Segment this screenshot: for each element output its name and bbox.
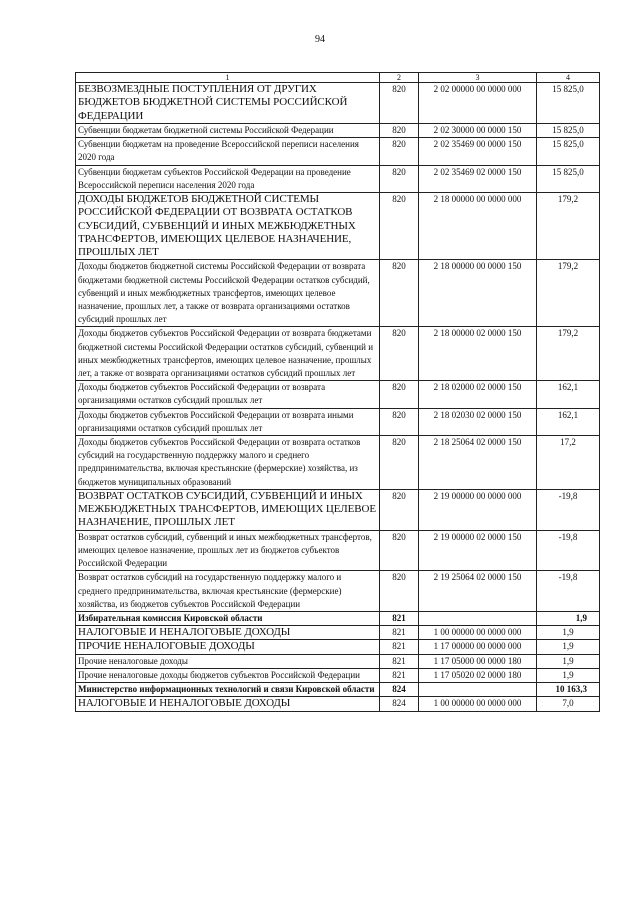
row-description: Субвенции бюджетам субъектов Российской Федерации на проведение Всероссийской переписи населения 2020 года xyxy=(76,165,380,192)
row-amount: -19,8 xyxy=(537,489,600,530)
row-amount: 15 825,0 xyxy=(537,83,600,124)
column-header-1: 1 xyxy=(76,73,380,83)
row-admin-code: 820 xyxy=(380,83,419,124)
row-description: Доходы бюджетов субъектов Российской Федерации от возврата иными организациями остатков субсидий прошлых лет xyxy=(76,408,380,435)
row-admin-code: 821 xyxy=(380,654,419,668)
table-row xyxy=(76,640,600,654)
row-budget-classification-code: 2 02 00000 00 0000 000 xyxy=(419,83,537,124)
row-admin-code: 820 xyxy=(380,192,419,259)
row-admin-code: 820 xyxy=(380,489,419,530)
row-budget-classification-code: 2 18 00000 00 0000 150 xyxy=(419,260,537,327)
row-amount: 179,2 xyxy=(537,327,600,381)
row-amount: 15 825,0 xyxy=(537,123,600,137)
budget-revenue-table xyxy=(75,72,600,712)
row-budget-classification-code: 2 02 30000 00 0000 150 xyxy=(419,123,537,137)
row-admin-code: 821 xyxy=(380,626,419,640)
row-budget-classification-code: 2 18 00000 02 0000 150 xyxy=(419,327,537,381)
row-description: Доходы бюджетов субъектов Российской Федерации от возврата организациями остатков субсидий прошлых лет xyxy=(76,381,380,408)
table-row xyxy=(76,123,600,137)
row-budget-classification-code: 1 00 00000 00 0000 000 xyxy=(419,697,537,711)
row-amount: 1,9 xyxy=(537,640,600,654)
row-description: БЕЗВОЗМЕЗДНЫЕ ПОСТУПЛЕНИЯ ОТ ДРУГИХ БЮДЖЕТОВ БЮДЖЕТНОЙ СИСТЕМЫ РОССИЙСКОЙ ФЕДЕРАЦИИ xyxy=(76,83,380,124)
row-amount: 1,9 xyxy=(537,611,600,625)
row-budget-classification-code xyxy=(419,683,537,697)
row-budget-classification-code: 2 18 25064 02 0000 150 xyxy=(419,436,537,490)
table-row xyxy=(76,654,600,668)
table-row xyxy=(76,260,600,327)
table-row xyxy=(76,192,600,259)
row-description: Прочие неналоговые доходы бюджетов субъектов Российской Федерации xyxy=(76,668,380,682)
table-row xyxy=(76,697,600,711)
row-budget-classification-code: 1 17 05000 00 0000 180 xyxy=(419,654,537,668)
row-admin-code: 820 xyxy=(380,260,419,327)
row-amount: 1,9 xyxy=(537,668,600,682)
page-number: 94 xyxy=(315,34,325,45)
row-description: ПРОЧИЕ НЕНАЛОГОВЫЕ ДОХОДЫ xyxy=(76,640,380,654)
row-amount: 179,2 xyxy=(537,260,600,327)
row-amount: -19,8 xyxy=(537,530,600,571)
row-description: Доходы бюджетов субъектов Российской Федерации от возврата бюджетами бюджетной системы Российской Федерации остатков субсидий, субвенций и иных межбюджетных трансфертов, имеющих целевое назначение, прошлых лет, а также от возврата организациями остатков субсидий прошлых лет xyxy=(76,327,380,381)
row-budget-classification-code: 2 02 35469 02 0000 150 xyxy=(419,165,537,192)
row-budget-classification-code: 1 00 00000 00 0000 000 xyxy=(419,626,537,640)
row-budget-classification-code: 2 19 00000 02 0000 150 xyxy=(419,530,537,571)
row-description: Доходы бюджетов субъектов Российской Федерации от возврата остатков субсидий на государственную поддержку малого и среднего предпринимательства, включая крестьянские (фермерские) хозяйства, из бюджетов муниципальных образований xyxy=(76,436,380,490)
row-amount: 10 163,3 xyxy=(537,683,600,697)
table-row xyxy=(76,571,600,612)
row-description: НАЛОГОВЫЕ И НЕНАЛОГОВЫЕ ДОХОДЫ xyxy=(76,697,380,711)
row-admin-code: 821 xyxy=(380,611,419,625)
row-description: Возврат остатков субсидий на государственную поддержку малого и среднего предпринимательства, включая крестьянские (фермерские) хозяйства, из бюджетов субъектов Российской Федерации xyxy=(76,571,380,612)
row-budget-classification-code: 2 02 35469 00 0000 150 xyxy=(419,138,537,165)
row-admin-code: 820 xyxy=(380,123,419,137)
column-header-4: 4 xyxy=(537,73,600,83)
row-description: Прочие неналоговые доходы xyxy=(76,654,380,668)
row-description: ДОХОДЫ БЮДЖЕТОВ БЮДЖЕТНОЙ СИСТЕМЫ РОССИЙСКОЙ ФЕДЕРАЦИИ ОТ ВОЗВРАТА ОСТАТКОВ СУБСИДИЙ, СУБВЕНЦИЙ И ИНЫХ МЕЖБЮДЖЕТНЫХ ТРАНСФЕРТОВ, ИМЕЮЩИХ ЦЕЛЕВОЕ НАЗНАЧЕНИЕ, ПРОШЛЫХ ЛЕТ xyxy=(76,192,380,259)
table-row xyxy=(76,83,600,124)
table-row xyxy=(76,611,600,625)
table-row xyxy=(76,138,600,165)
column-header-2: 2 xyxy=(380,73,419,83)
row-budget-classification-code: 2 18 00000 00 0000 000 xyxy=(419,192,537,259)
row-admin-code: 820 xyxy=(380,530,419,571)
row-admin-code: 821 xyxy=(380,668,419,682)
row-budget-classification-code xyxy=(419,611,537,625)
row-amount: -19,8 xyxy=(537,571,600,612)
row-admin-code: 820 xyxy=(380,408,419,435)
table-row xyxy=(76,436,600,490)
table-row xyxy=(76,327,600,381)
row-admin-code: 824 xyxy=(380,683,419,697)
row-budget-classification-code: 2 19 25064 02 0000 150 xyxy=(419,571,537,612)
table-row xyxy=(76,489,600,530)
row-admin-code: 821 xyxy=(380,640,419,654)
row-budget-classification-code: 2 19 00000 00 0000 000 xyxy=(419,489,537,530)
row-amount: 17,2 xyxy=(537,436,600,490)
row-budget-classification-code: 2 18 02000 02 0000 150 xyxy=(419,381,537,408)
row-description: НАЛОГОВЫЕ И НЕНАЛОГОВЫЕ ДОХОДЫ xyxy=(76,626,380,640)
row-admin-code: 824 xyxy=(380,697,419,711)
table-header-row xyxy=(76,73,600,83)
row-description: Субвенции бюджетам бюджетной системы Российской Федерации xyxy=(76,123,380,137)
row-amount: 162,1 xyxy=(537,408,600,435)
row-admin-code: 820 xyxy=(380,138,419,165)
table-row xyxy=(76,626,600,640)
row-budget-classification-code: 1 17 00000 00 0000 000 xyxy=(419,640,537,654)
column-header-3: 3 xyxy=(419,73,537,83)
row-admin-code: 820 xyxy=(380,571,419,612)
row-admin-code: 820 xyxy=(380,436,419,490)
row-amount: 1,9 xyxy=(537,626,600,640)
row-admin-code: 820 xyxy=(380,327,419,381)
row-description: Возврат остатков субсидий, субвенций и иных межбюджетных трансфертов, имеющих целевое назначение, прошлых лет из бюджетов субъектов Российской Федерации xyxy=(76,530,380,571)
table-row xyxy=(76,381,600,408)
row-description: Доходы бюджетов бюджетной системы Российской Федерации от возврата бюджетами бюджетной системы Российской Федерации остатков субсидий, субвенций и иных межбюджетных трансфертов, имеющих целевое назначение, прошлых лет, а также от возврата организациями остатков субсидий прошлых лет xyxy=(76,260,380,327)
row-description: ВОЗВРАТ ОСТАТКОВ СУБСИДИЙ, СУБВЕНЦИЙ И ИНЫХ МЕЖБЮДЖЕТНЫХ ТРАНСФЕРТОВ, ИМЕЮЩИХ ЦЕЛЕВОЕ НАЗНАЧЕНИЕ, ПРОШЛЫХ ЛЕТ xyxy=(76,489,380,530)
table-row xyxy=(76,165,600,192)
row-budget-classification-code: 1 17 05020 02 0000 180 xyxy=(419,668,537,682)
row-amount: 15 825,0 xyxy=(537,165,600,192)
row-amount: 15 825,0 xyxy=(537,138,600,165)
row-description: Избирательная комиссия Кировской области xyxy=(76,611,380,625)
table-row xyxy=(76,683,600,697)
row-amount: 1,9 xyxy=(537,654,600,668)
row-amount: 162,1 xyxy=(537,381,600,408)
row-budget-classification-code: 2 18 02030 02 0000 150 xyxy=(419,408,537,435)
table-row xyxy=(76,668,600,682)
table-row xyxy=(76,530,600,571)
row-admin-code: 820 xyxy=(380,381,419,408)
row-description: Министерство информационных технологий и связи Кировской области xyxy=(76,683,380,697)
row-admin-code: 820 xyxy=(380,165,419,192)
row-amount: 179,2 xyxy=(537,192,600,259)
table-row xyxy=(76,408,600,435)
row-description: Субвенции бюджетам на проведение Всероссийской переписи населения 2020 года xyxy=(76,138,380,165)
row-amount: 7,0 xyxy=(537,697,600,711)
